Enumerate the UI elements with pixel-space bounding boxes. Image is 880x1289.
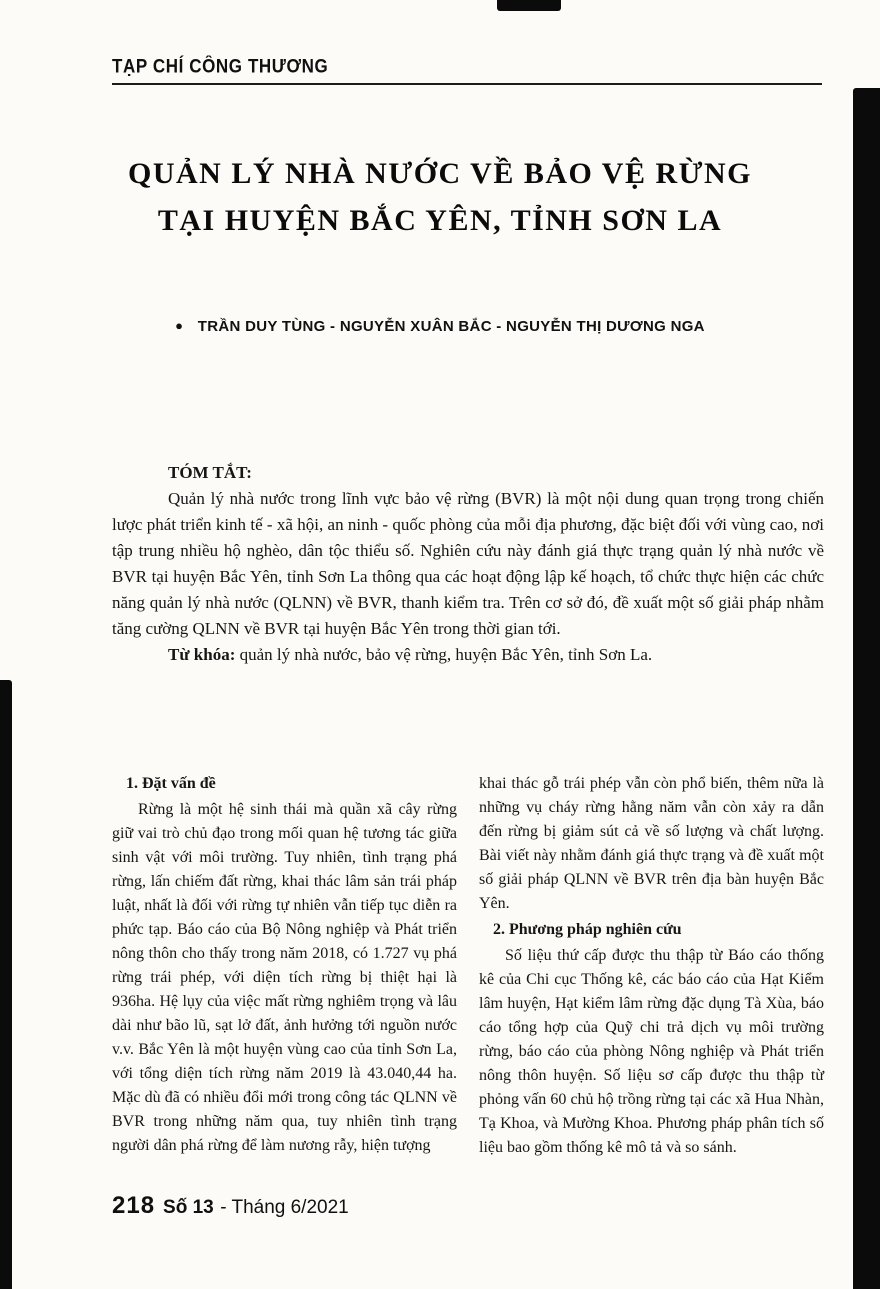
- page-number: 218: [112, 1192, 156, 1219]
- keywords-label: Từ khóa:: [168, 645, 236, 664]
- author-bullet-icon: ●: [175, 318, 184, 333]
- abstract-heading: TÓM TẮT:: [168, 463, 252, 482]
- authors-line: [60, 318, 820, 335]
- scan-artifact-right-band: [853, 88, 880, 1289]
- section-1-paragraph: Rừng là một hệ sinh thái mà quần xã cây rừng giữ vai trò chủ đạo trong mối quan hệ tương tác giữa sinh vật với môi trường. Tuy nhiên, tình trạng phá rừng, lấn chiếm đất rừng, khai thác lâm sản trái pháp luật, nhất là đối với rừng tự nhiên vẫn tiếp tục diễn ra phức tạp. Báo cáo của Bộ Nông nghiệp và Phát triển nông thôn cho thấy trong năm 2018, có 1.727 vụ phá rừng trái phép, với diện tích rừng bị thiệt hại là 936ha. Hệ lụy của việc mất rừng nghiêm trọng và lâu dài như bão lũ, sạt lở đất, ảnh hưởng tới nguồn nước v.v. Bắc Yên là một huyện vùng cao của tỉnh Sơn La, với tổng diện tích rừng năm 2019 là 43.040,44 ha. Mặc dù đã có nhiều đổi mới trong công tác QLNN về BVR trong những năm qua, tuy nhiên tình trạng người dân phá rừng để làm nương rẫy, hiện tượng: [112, 801, 457, 1154]
- journal-masthead: [112, 55, 822, 85]
- left-column: [112, 772, 457, 1160]
- section-2-heading: 2. Phương pháp nghiên cứu: [493, 921, 682, 938]
- section-1-heading: 1. Đặt vấn đề: [126, 775, 216, 792]
- page-footer: [112, 1192, 349, 1220]
- journal-name: TẠP CHÍ CÔNG THƯƠNG: [112, 55, 329, 77]
- keywords-text: quản lý nhà nước, bảo vệ rừng, huyện Bắc Yên, tỉnh Sơn La.: [239, 645, 653, 664]
- issue-date: - Tháng 6/2021: [220, 1197, 349, 1218]
- abstract-section: [112, 460, 824, 668]
- masthead-rule: [112, 83, 822, 85]
- scan-artifact-top: [497, 0, 561, 11]
- scan-artifact-left-band: [0, 680, 12, 1289]
- article-title-line1: QUẢN LÝ NHÀ NƯỚC VỀ BẢO VỆ RỪNG: [127, 157, 753, 190]
- issue-label: Số 13: [163, 1197, 214, 1218]
- right-column: [479, 772, 824, 1160]
- section-1-continuation-paragraph: khai thác gỗ trái phép vẫn còn phổ biến, thêm nữa là những vụ cháy rừng hằng năm vẫn còn xảy ra dẫn đến rừng bị giảm sút cả về số lượng và chất lượng. Bài viết này nhằm đánh giá thực trạng và đề xuất một số giải pháp QLNN về BVR trên địa bàn huyện Bắc Yên.: [479, 775, 824, 912]
- article-title: [48, 150, 832, 244]
- keywords-line: [112, 642, 824, 668]
- article-title-line2: TẠI HUYỆN BẮC YÊN, TỈNH SƠN LA: [157, 204, 723, 237]
- section-2-paragraph: Số liệu thứ cấp được thu thập từ Báo cáo thống kê của Chi cục Thống kê, các báo cáo của Hạt Kiểm lâm huyện, Hạt kiểm lâm rừng đặc dụng Tà Xùa, báo cáo tổng hợp của Quỹ chi trả dịch vụ môi trường rừng, báo cáo của phòng Nông nghiệp và Phát triển nông thôn huyện. Số liệu sơ cấp được thu thập từ phỏng vấn 60 chủ hộ trồng rừng tại các xã Hua Nhàn, Tạ Khoa, và Mường Khoa. Phương pháp phân tích số liệu bao gồm thống kê mô tả và so sánh.: [479, 947, 824, 1156]
- body-columns: [112, 772, 824, 1160]
- abstract-text: Quản lý nhà nước trong lĩnh vực bảo vệ rừng (BVR) là một nội dung quan trọng trong chiến lược phát triển kinh tế - xã hội, an ninh - quốc phòng của mỗi địa phương, đặc biệt đối với vùng cao, nơi tập trung nhiều hộ nghèo, dân tộc thiểu số. Nghiên cứu này đánh giá thực trạng quản lý nhà nước về BVR tại huyện Bắc Yên, tỉnh Sơn La thông qua các hoạt động lập kế hoạch, tổ chức thực hiện các chức năng quản lý nhà nước (QLNN) về BVR, thanh kiểm tra. Trên cơ sở đó, đề xuất một số giải pháp nhằm tăng cường QLNN về BVR tại huyện Bắc Yên trong thời gian tới.: [112, 489, 824, 638]
- authors-names: TRẦN DUY TÙNG - NGUYỄN XUÂN BẮC - NGUYỄN THỊ DƯƠNG NGA: [197, 318, 705, 335]
